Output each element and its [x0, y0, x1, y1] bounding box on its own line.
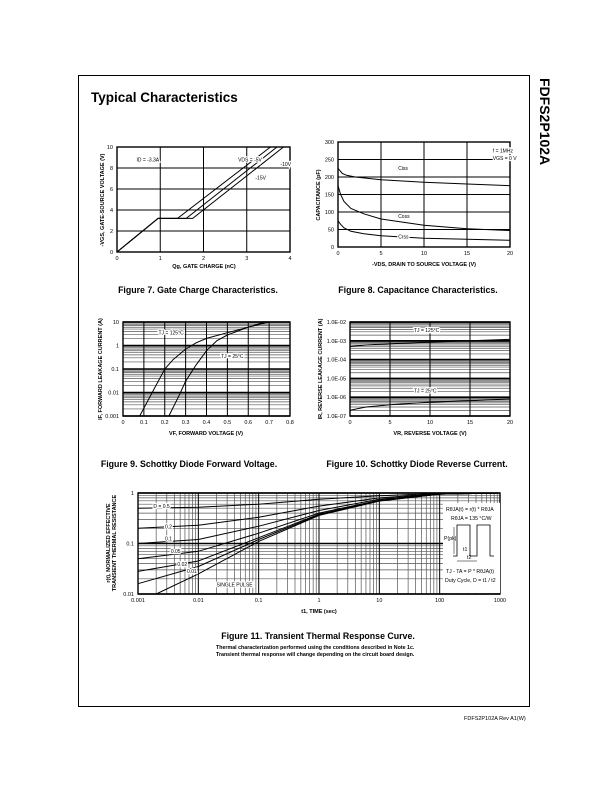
y-tick-label: 0 — [109, 250, 113, 256]
fig10-caption: Figure 10. Schottky Diode Reverse Current. — [326, 459, 508, 469]
part-number-side-title — [535, 78, 555, 208]
x-tick-label: 20 — [506, 251, 514, 257]
x-tick-label: 1 — [317, 598, 321, 604]
annotation-label: VGS = 0 V — [492, 155, 517, 162]
x-tick-label: 5 — [388, 420, 392, 426]
annotation-label: 0.05 — [170, 548, 181, 555]
fig8-xlabel: -VDS, DRAIN TO SOURCE VOLTAGE (V) — [372, 262, 476, 268]
inset-tj-ta: TJ - TA = P * RθJA(t) — [446, 569, 494, 575]
x-tick-label: 2 — [201, 256, 206, 262]
inset-rja-t: RθJA(t) = r(t) * RθJA — [446, 507, 494, 513]
fig8-caption: Figure 8. Capacitance Characteristics. — [338, 285, 498, 295]
x-tick-label: 0.1 — [254, 598, 263, 604]
inset-t2: t2 — [467, 555, 472, 561]
fig11-ylabel: r(t), NORMALIZED EFFECTIVE TRANSIENT THERMAL RESISTANCE — [106, 494, 118, 592]
x-tick-label: 15 — [466, 420, 474, 426]
x-tick-label: 0 — [336, 251, 340, 257]
page-title: Typical Characteristics — [91, 90, 238, 105]
annotation-label: Ciss — [398, 166, 408, 172]
y-tick-label: 0.01 — [123, 592, 134, 598]
chart-svg — [105, 320, 294, 426]
y-tick-label: 6 — [109, 187, 113, 193]
fig10-ylabel: IR, REVERSE LEAKAGE CURRENT (A) — [318, 318, 324, 420]
y-tick-label: 300 — [324, 140, 334, 146]
x-tick-label: 0.2 — [160, 420, 169, 426]
chart-svg — [106, 145, 292, 262]
y-tick-label: 1.0E-07 — [326, 414, 346, 420]
y-tick-label: 1.0E-03 — [326, 338, 346, 345]
x-tick-label: 0.4 — [202, 420, 211, 426]
annotation-label: 0.02 — [177, 561, 188, 568]
x-tick-label: 10 — [420, 251, 428, 257]
y-tick-label: 0.1 — [126, 541, 134, 548]
annotation-label: -10V — [280, 161, 292, 168]
fig8-ylabel: CAPACITANCE (pF) — [316, 169, 322, 221]
fig11-note-2: Transient thermal response will change depending on the circuit board design. — [216, 652, 415, 658]
annotation-label: D = 0.5 — [153, 504, 170, 511]
x-tick-label: 10 — [426, 420, 434, 426]
x-tick-label: 20 — [506, 420, 514, 426]
x-tick-label: 10 — [376, 598, 383, 604]
inset-duty-cycle: Duty Cycle, D = t1 / t2 — [445, 578, 496, 584]
y-tick-label: 8 — [109, 166, 113, 172]
y-tick-label: 0 — [330, 245, 334, 251]
annotation-label: SINGLE PULSE — [216, 582, 253, 589]
x-tick-label: 0.3 — [181, 420, 190, 426]
y-tick-label: 0.001 — [105, 414, 119, 420]
y-tick-label: 2 — [109, 229, 113, 235]
annotation-label: TJ = 125°C — [414, 327, 440, 334]
y-tick-label: 0.01 — [108, 390, 119, 397]
annotation-label: f = 1MHz — [492, 148, 513, 155]
y-tick-label: 150 — [324, 192, 334, 199]
figure-8-capacitance-chart — [324, 140, 517, 257]
y-tick-label: 1 — [115, 343, 119, 350]
part-number-text: FDFS2P102A — [537, 78, 553, 166]
x-tick-label: 0 — [348, 420, 352, 426]
x-tick-label: 0.01 — [192, 598, 204, 604]
fig7-caption: Figure 7. Gate Charge Characteristics. — [118, 285, 278, 295]
y-tick-label: 0.1 — [111, 367, 119, 373]
x-tick-label: 0.8 — [286, 420, 294, 426]
fig10-xlabel: VR, REVERSE VOLTAGE (V) — [393, 431, 467, 437]
figure-7-gate-charge-chart — [106, 145, 292, 262]
figure-9-forward-voltage-chart — [105, 320, 294, 426]
y-tick-label: 1.0E-02 — [326, 320, 346, 326]
y-tick-label: 1.0E-06 — [326, 395, 346, 402]
annotation-label: 0.01 — [187, 569, 197, 576]
x-tick-label: 1 — [158, 256, 162, 262]
figure-10-reverse-current-chart — [326, 320, 514, 426]
y-tick-label: 1.0E-04 — [326, 357, 346, 364]
annotation-label: Crss — [398, 234, 409, 241]
fig11-inset-legend — [443, 503, 500, 593]
x-tick-label: 0 — [115, 256, 119, 262]
y-tick-label: 4 — [109, 208, 113, 214]
x-tick-label: 5 — [379, 251, 383, 257]
fig7-xlabel: Qg, GATE CHARGE (nC) — [172, 264, 236, 270]
fig11-caption: Figure 11. Transient Thermal Response Curve. — [221, 631, 415, 641]
x-tick-label: 4 — [288, 256, 292, 262]
y-tick-label: 10 — [106, 145, 113, 151]
y-tick-label: 10 — [112, 320, 119, 326]
annotation-label: TJ = 25°C — [221, 353, 244, 360]
inset-rja: RθJA = 135 °C/W — [451, 516, 492, 522]
y-tick-label: 1.0E-05 — [326, 376, 346, 383]
footer-revision: FDFS2P102A Rev A1(W) — [464, 716, 526, 722]
annotation-label: TJ = 125°C — [158, 330, 184, 337]
x-tick-label: 100 — [435, 598, 445, 604]
chart-svg — [326, 320, 514, 426]
pulse-train-icon — [443, 503, 500, 593]
y-tick-label: 1 — [130, 491, 134, 497]
y-tick-label: 250 — [324, 157, 334, 164]
fig9-caption: Figure 9. Schottky Diode Forward Voltage. — [100, 459, 278, 469]
x-tick-label: 0.1 — [140, 420, 148, 426]
y-tick-label: 50 — [327, 227, 334, 234]
x-tick-label: 0.5 — [223, 420, 232, 426]
annotation-label: ID = -3.3A — [136, 157, 160, 164]
y-tick-label: 200 — [324, 175, 334, 181]
y-tick-label: 100 — [324, 210, 334, 216]
x-tick-label: 3 — [245, 256, 249, 262]
x-tick-label: 0.6 — [244, 420, 253, 426]
x-tick-label: 15 — [463, 251, 471, 257]
annotation-label: 0.1 — [164, 536, 172, 543]
annotation-label: VDS = -5V — [238, 157, 262, 164]
annotation-label: 0.2 — [164, 524, 172, 531]
annotation-label: Coss — [398, 213, 410, 220]
x-tick-label: 1000 — [493, 598, 507, 604]
inset-ppk: P(pk) — [444, 536, 457, 542]
x-tick-label: 0 — [121, 420, 125, 426]
fig9-xlabel: VF, FORWARD VOLTAGE (V) — [169, 431, 243, 437]
annotation-label: -15V — [255, 175, 266, 182]
fig11-xlabel: t1, TIME (sec) — [301, 609, 337, 615]
annotation-label: TJ = 25°C — [414, 388, 437, 395]
x-tick-label: 0.7 — [265, 420, 273, 426]
fig7-ylabel: -VGS, GATE-SOURCE VOLTAGE (V) — [100, 153, 106, 247]
x-tick-label: 0.001 — [131, 598, 145, 604]
inset-t1: t1 — [463, 547, 468, 553]
fig11-note-1: Thermal characterization performed using the conditions described in Note 1c. — [216, 645, 415, 651]
fig9-ylabel: IF, FORWARD LEAKAGE CURRENT (A) — [98, 318, 104, 420]
chart-svg — [324, 140, 517, 257]
